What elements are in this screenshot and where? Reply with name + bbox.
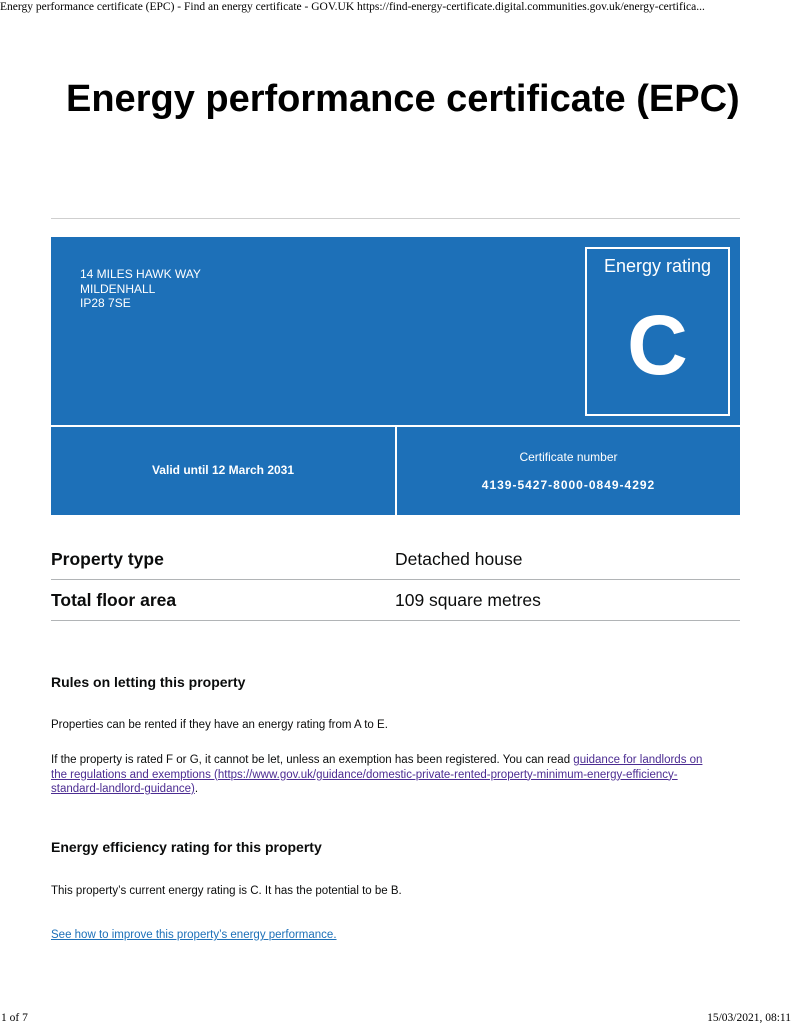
print-header: Energy performance certificate (EPC) - Find an energy certificate - GOV.UK https://find-energy-certificate.digital.communities.gov.uk/energy-certifica... [0, 1, 705, 13]
letting-rules-end: . [194, 783, 199, 795]
address-postcode: IP28 7SE [80, 296, 131, 310]
landlord-guidance-link[interactable]: guidance for landlords on the regulations and exemptions (https://www.gov.uk/guidance/domestic-private-rented-property-minimum-energy-efficiency-standard-landlord-guidance) [51, 754, 703, 795]
floor-area-label: Total floor area [51, 590, 177, 610]
improve-performance-link[interactable]: See how to improve this property’s energy performance. [51, 929, 337, 941]
epc-summary-card [51, 237, 740, 515]
property-type-value: Detached house [395, 549, 523, 569]
card-divider-vertical [395, 425, 397, 515]
property-type-label: Property type [51, 549, 164, 569]
floor-area-row [51, 580, 740, 621]
energy-rating-box [585, 247, 730, 416]
property-address [80, 267, 201, 311]
improve-performance-paragraph [51, 928, 721, 943]
address-line-2: MILDENHALL [80, 281, 156, 296]
valid-until: Valid until 12 March 2031 [151, 463, 295, 477]
address-line-1: 14 MILES HAWK WAY [80, 267, 201, 281]
floor-area-value: 109 square metres [395, 590, 541, 610]
efficiency-rating-paragraph: This property’s current energy rating is C. It has the potential to be B. [51, 885, 402, 897]
property-type-row [51, 539, 740, 580]
certificate-number: 4139-5427-8000-0849-4292 [481, 478, 656, 492]
print-page-count: 1 of 7 [1, 1012, 28, 1024]
letting-rules-paragraph-1: Properties can be rented if they have an energy rating from A to E. [51, 719, 388, 731]
certificate-number-label: Certificate number [519, 450, 618, 464]
energy-rating-letter: C [627, 298, 688, 392]
energy-rating-label: Energy rating [603, 256, 712, 276]
title-divider [51, 218, 740, 219]
print-timestamp: 15/03/2021, 08:11 [707, 1012, 791, 1024]
efficiency-rating-heading: Energy efficiency rating for this property [51, 839, 322, 855]
letting-rules-text: If the property is rated F or G, it cannot be let, unless an exemption has been registered. You can read [51, 754, 574, 766]
letting-rules-heading: Rules on letting this property [51, 674, 246, 690]
page-title: Energy performance certificate (EPC) [66, 78, 740, 120]
letting-rules-paragraph-2 [51, 753, 721, 797]
